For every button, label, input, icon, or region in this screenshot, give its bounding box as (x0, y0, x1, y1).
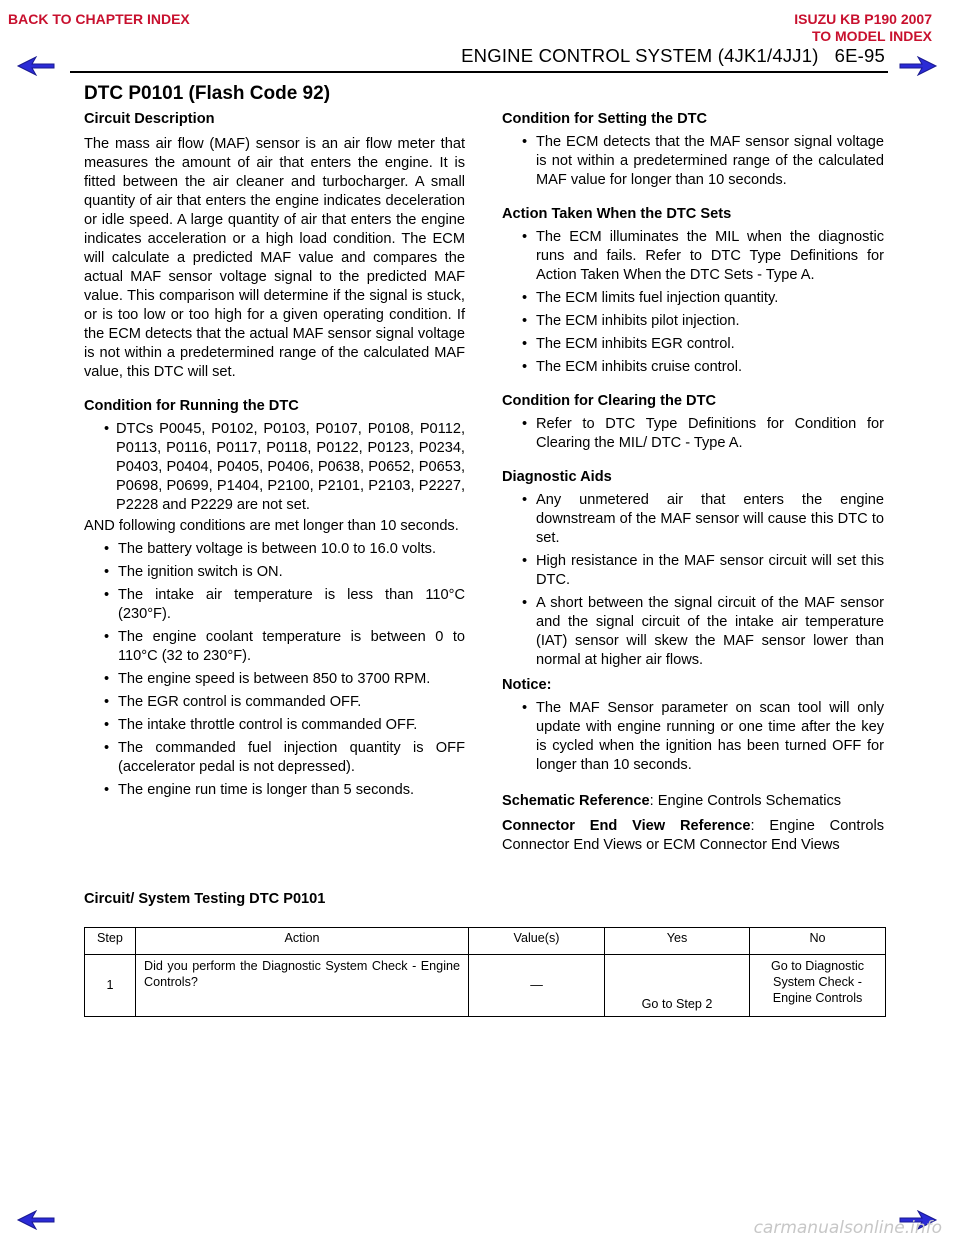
schematic-reference-text: : Engine Controls Schematics (649, 793, 842, 809)
list-item: • High resistance in the MAF sensor circuit will set this DTC. (502, 552, 884, 590)
diagnostic-steps-table (84, 927, 886, 1017)
connector-reference-text: : Engine Controls Connector End Views or ECM Connector End Views (502, 818, 884, 853)
list-item: • The ECM inhibits pilot injection. (502, 312, 884, 331)
connector-reference (502, 817, 884, 855)
step-number-cell: 1 (85, 955, 136, 1017)
table-row (85, 955, 886, 1017)
watermark-text: carmanualsonline.info (753, 1218, 942, 1238)
prev-page-arrow-icon[interactable] (16, 56, 56, 76)
column-header-values: Value(s) (469, 928, 605, 955)
notice-list (502, 699, 884, 775)
list-item: • The battery voltage is between 10.0 to 16.0 volts. (84, 540, 465, 559)
list-item: • Any unmetered air that enters the engine downstream of the MAF sensor will cause this DTC to set. (502, 491, 884, 548)
no-cell: Go to Diagnostic System Check - Engine Controls (750, 955, 886, 1017)
setting-heading: Condition for Setting the DTC (502, 111, 708, 127)
column-header-no: No (750, 928, 886, 955)
list-item: • Refer to DTC Type Definitions for Condition for Clearing the MIL/ DTC - Type A. (502, 415, 884, 453)
column-header-action: Action (136, 928, 469, 955)
diagnostic-aids-list (502, 491, 884, 670)
list-item: • The MAF Sensor parameter on scan tool will only update with engine running or one time after the key is cycled when the ignition has been turned OFF for longer than 10 seconds. (502, 699, 884, 775)
page-header-title: ENGINE CONTROL SYSTEM (4JK1/4JJ1) 6E-95 (461, 45, 885, 66)
list-item: • The engine run time is longer than 5 seconds. (84, 781, 465, 800)
list-item: • The intake air temperature is less than 110°C (230°F). (84, 586, 465, 624)
list-item: • The EGR control is commanded OFF. (84, 693, 465, 712)
list-item: • The intake throttle control is commanded OFF. (84, 716, 465, 735)
prev-page-arrow-icon[interactable] (16, 1210, 56, 1230)
action-list (502, 228, 884, 377)
list-item: • The engine speed is between 850 to 3700 RPM. (84, 670, 465, 689)
list-item: • A short between the signal circuit of the MAF sensor and the signal circuit of the intake air temperature (IAT) sensor will skew the MAF sensor lower than normal at higher air flows. (502, 594, 884, 670)
clearing-heading: Condition for Clearing the DTC (502, 393, 717, 409)
column-header-step: Step (85, 928, 136, 955)
value-cell: — (469, 955, 605, 1017)
column-header-yes: Yes (605, 928, 750, 955)
list-item: • The ECM detects that the MAF sensor signal voltage is not within a predetermined range of the calculated MAF value for longer than 10 seconds. (502, 133, 884, 190)
yes-cell: Go to Step 2 (605, 955, 750, 1017)
table-header-row (85, 928, 886, 955)
page-title: DTC P0101 (Flash Code 92) (84, 83, 331, 104)
conditions-list (84, 540, 465, 800)
list-item: • The engine coolant temperature is between 0 to 110°C (32 to 230°F). (84, 628, 465, 666)
circuit-description-heading: Circuit Description (84, 111, 215, 127)
model-name-label: ISUZU KB P190 2007 (794, 11, 932, 27)
action-heading: Action Taken When the DTC Sets (502, 206, 732, 222)
list-item: • The ECM inhibits cruise control. (502, 358, 884, 377)
list-item: • DTCs P0045, P0102, P0103, P0107, P0108, P0112, P0113, P0116, P0117, P0118, P0122, P0123, P0234, P0403, P0404, P0405, P0406, P0638, P0652, P0653, P0698, P0699, P1404, P2100, P2101, P2103, P2227, P2228 and P2229 are not set. (84, 420, 465, 515)
action-cell: Did you perform the Diagnostic System Check - Engine Controls? (136, 955, 469, 1017)
setting-list (502, 133, 884, 190)
clearing-list (502, 415, 884, 453)
schematic-reference (502, 792, 884, 811)
list-item: • The commanded fuel injection quantity is OFF (accelerator pedal is not depressed). (84, 739, 465, 777)
circuit-description-text: The mass air flow (MAF) sensor is an air flow meter that measures the amount of air that enters the engine. It is fitted between the air cleaner and turbocharger. A small quantity of air that enters the engine indicates deceleration or idle speed. A large quantity of air that enters the engine indicates acceleration or a high load condition. The ECM will calculate a predicted MAF value and compares the actual MAF sensor voltage signal to the predicted MAF value. This comparison will determine if the signal is stuck, or is too low or too high for a given operating condition. If the ECM detects that the actual MAF sensor signal voltage is not within a predetermined range of the calculated MAF value, this DTC will set. (84, 136, 465, 380)
left-column (84, 110, 465, 800)
and-conditions-text: AND following conditions are met longer than 10 seconds. (84, 518, 459, 534)
diagnostic-aids-heading: Diagnostic Aids (502, 469, 612, 485)
list-item: • The ECM illuminates the MIL when the diagnostic runs and fails. Refer to DTC Type Definitions for Action Taken When the DTC Sets - Type A. (502, 228, 884, 285)
list-item: • The ignition switch is ON. (84, 563, 465, 582)
connector-reference-label: Connector End View Reference (502, 818, 751, 834)
list-item: • The ECM limits fuel injection quantity. (502, 289, 884, 308)
right-column (502, 110, 884, 855)
testing-heading: Circuit/ System Testing DTC P0101 (84, 891, 326, 907)
to-model-index-link[interactable]: TO MODEL INDEX (811, 28, 932, 44)
next-page-arrow-icon[interactable] (898, 56, 938, 76)
running-list (84, 420, 465, 515)
notice-heading: Notice: (502, 677, 552, 693)
back-to-chapter-index-link[interactable]: BACK TO CHAPTER INDEX (8, 11, 190, 27)
running-heading: Condition for Running the DTC (84, 398, 299, 414)
header-rule (70, 71, 888, 73)
list-item: • The ECM inhibits EGR control. (502, 335, 884, 354)
schematic-reference-label: Schematic Reference (502, 793, 650, 809)
